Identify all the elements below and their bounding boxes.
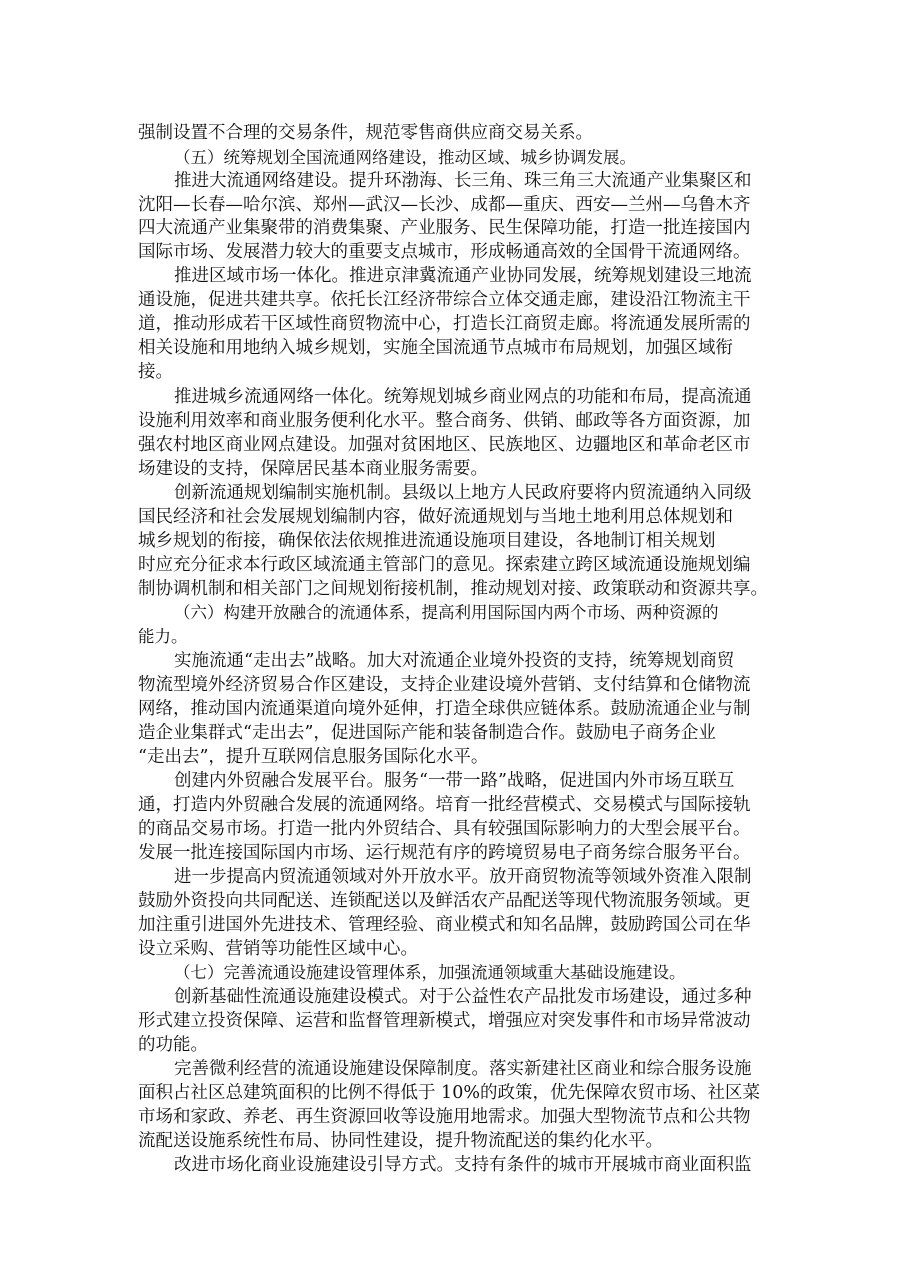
text-line: 接。: [138, 362, 173, 382]
paragraph-first-line: 完善微利经营的流通设施建设保障制度。落实新建社区商业和综合服务设施: [174, 1059, 752, 1079]
text-line: 物流型境外经济贸易合作区建设，支持企业建设境外营销、支付结算和仓储物流: [138, 675, 751, 695]
text-line: 相关设施和用地纳入城乡规划，实施全国流通节点城市布局规划，加强区域衔: [138, 338, 733, 358]
paragraph-first-line: 创建内外贸融合发展平台。服务“一带一路”战略，促进国内外市场互联互: [174, 771, 735, 791]
paragraph-first-line: 实施流通“走出去”战略。加大对流通企业境外投资的支持，统筹规划商贸: [174, 651, 735, 671]
paragraph-first-line: 创新基础性流通设施建设模式。对于公益性农产品批发市场建设，通过多种: [174, 987, 752, 1007]
paragraph-first-line: 创新流通规划编制实施机制。县级以上地方人民政府要将内贸流通纳入同级: [174, 483, 752, 503]
text-line: 的功能。: [138, 1035, 208, 1055]
text-line: 形式建立投资保障、运营和监督管理新模式，增强应对突发事件和市场异常波动: [138, 1011, 751, 1031]
text-line: 国民经济和社会发展规划编制内容，做好流通规划与当地土地利用总体规划和: [138, 507, 733, 527]
text-line: 强农村地区商业网点建设。加强对贫困地区、民族地区、边疆地区和革命老区市: [138, 435, 751, 455]
text-line: 设施利用效率和商业服务便利化水平。整合商务、供销、邮政等各方面资源，加: [138, 411, 751, 431]
text-line: 道，推动形成若干区域性商贸物流中心，打造长江商贸走廊。将流通发展所需的: [138, 314, 751, 334]
text-line: 面积占社区总建筑面积的比例不得低于 10%的政策，优先保障农贸市场、社区菜: [138, 1083, 760, 1103]
section-heading-continued: 能力。: [138, 627, 188, 646]
paragraph-first-line: 改进市场化商业设施建设引导方式。支持有条件的城市开展城市商业面积监: [174, 1155, 752, 1175]
text-line: 国际市场、发展潜力较大的重要支点城市，形成畅通高效的全国骨干流通网络。: [138, 242, 751, 262]
text-line: 的商品交易市场。打造一批内外贸结合、具有较强国际影响力的大型会展平台。: [138, 819, 751, 839]
text-line: 通，打造内外贸融合发展的流通网络。培育一批经营模式、交易模式与国际接轨: [138, 795, 751, 815]
section-heading: （七）完善流通设施建设管理体系，加强流通领域重大基础设施建设。: [174, 963, 686, 982]
text-line: 市场和家政、养老、再生资源回收等设施用地需求。加强大型物流节点和公共物: [138, 1107, 751, 1127]
text-line: 通设施，促进共建共享。依托长江经济带综合立体交通走廊，建设沿江物流主干: [138, 290, 751, 310]
text-line: 强制设置不合理的交易条件，规范零售商供应商交易关系。: [138, 123, 593, 143]
text-line: 时应充分征求本行政区域流通主管部门的意见。探索建立跨区域流通设施规划编: [138, 555, 751, 575]
text-line: 四大流通产业集聚带的消费集聚、产业服务、民生保障功能，打造一批连接国内: [138, 218, 751, 238]
paragraph-first-line: 推进区域市场一体化。推进京津冀流通产业协同发展，统筹规划建设三地流: [174, 266, 752, 286]
section-heading: （六）构建开放融合的流通体系，提高利用国际国内两个市场、两种资源的: [174, 603, 719, 622]
text-line: 城乡规划的衔接，确保依法依规推进流通设施项目建设，各地制订相关规划: [138, 531, 716, 551]
text-line: “走出去”，提升互联网信息服务国际化水平。: [138, 747, 489, 767]
text-line: 网络，推动国内流通渠道向境外延伸，打造全球供应链体系。鼓励流通企业与制: [138, 699, 751, 719]
text-line: 设立采购、营销等功能性区域中心。: [138, 939, 418, 959]
text-line: 发展一批连接国际国内市场、运行规范有序的跨境贸易电子商务综合服务平台。: [138, 843, 751, 863]
text-line: 沈阳—长春—哈尔滨、郑州—武汉—长沙、成都—重庆、西安—兰州—乌鲁木齐: [138, 195, 751, 215]
text-line: 场建设的支持，保障居民基本商业服务需要。: [138, 459, 488, 479]
text-line: 鼓励外资投向共同配送、连锁配送以及鲜活农产品配送等现代物流服务领域。更: [138, 891, 751, 911]
section-heading: （五）统筹规划全国流通网络建设，推动区域、城乡协调发展。: [174, 148, 636, 167]
paragraph-first-line: 推进城乡流通网络一体化。统筹规划城乡商业网点的功能和布局，提高流通: [174, 387, 752, 407]
paragraph-first-line: 进一步提高内贸流通领域对外开放水平。放开商贸物流等领域外资准入限制: [174, 867, 752, 887]
text-line: 造企业集群式“走出去”，促进国际产能和装备制造合作。鼓励电子商务企业: [138, 723, 716, 743]
paragraph-first-line: 推进大流通网络建设。提升环渤海、长三角、珠三角三大流通产业集聚区和: [174, 171, 752, 191]
text-line: 流配送设施系统性布局、协同性建设，提升物流配送的集约化水平。: [138, 1131, 663, 1151]
text-line: 制协调机制和相关部门之间规划衔接机制，推动规划对接、政策联动和资源共享。: [138, 579, 768, 599]
text-line: 加注重引进国外先进技术、管理经验、商业模式和知名品牌，鼓励跨国公司在华: [138, 915, 751, 935]
